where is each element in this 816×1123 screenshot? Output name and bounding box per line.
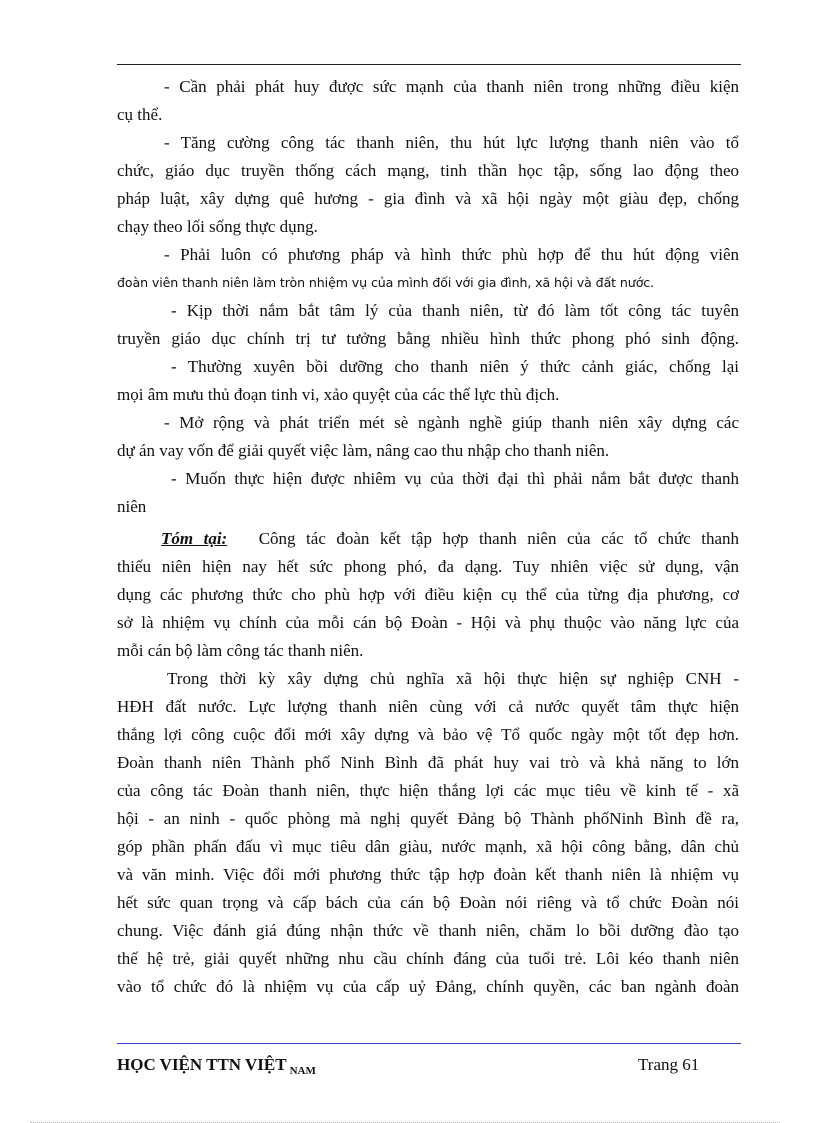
header-rule xyxy=(117,64,741,65)
text-line: Đoàn thanh niên Thành phố Ninh Bình đã phát huy vai trò và khả năng to lớn xyxy=(117,753,739,772)
text-line: Trong thời kỳ xây dựng chủ nghĩa xã hội thực hiện sự nghiệp CNH - xyxy=(167,669,739,688)
text-line: cụ thể. xyxy=(117,105,163,124)
text-line: dự án vay vốn để giải quyết việc làm, nâng cao thu nhập cho thanh niên. xyxy=(117,441,610,460)
text-line: thiếu niên hiện nay hết sức phong phó, đa dạng. Tuy nhiên việc sử dụng, vận xyxy=(117,557,739,576)
text-line: - Tăng cường công tác thanh niên, thu hút lực lượng thanh niên vào tổ xyxy=(164,133,739,152)
text-line: truyền giáo dục chính trị tư tưởng bằng nhiều hình thức phong phó sinh động. xyxy=(117,329,739,348)
text-line: - Thường xuyên bồi dưỡng cho thanh niên ý thức cảnh giác, chống lại xyxy=(171,357,739,376)
text-line: đoàn viên thanh niên làm tròn nhiệm vụ của mình đối với gia đình, xã hội và đất nước. xyxy=(117,275,655,290)
text-line: - Cần phải phát huy được sức mạnh của thanh niên trong những điều kiện xyxy=(164,77,739,96)
document-body xyxy=(117,73,739,1001)
text-span: Công tác đoàn kết tập hợp thanh niên của các tổ chức thanh xyxy=(258,529,739,548)
text-line: chạy theo lối sống thực dụng. xyxy=(117,217,318,236)
text-line: dụng các phương thức cho phù hợp với điều kiện cụ thể của từng địa phương, cơ xyxy=(117,585,739,604)
text-line: - Mở rộng và phát triển mét sè ngành nghề giúp thanh niên xây dựng các xyxy=(164,413,739,432)
text-line: hết sức quan trọng và cấp bách của cán bộ Đoàn nói riêng và tổ chức Đoàn nói xyxy=(117,893,739,912)
text-line: chức, giáo dục truyền thống cách mạng, tinh thần học tập, sống lao động theo xyxy=(117,161,739,180)
text-line: - Kịp thời nắm bắt tâm lý của thanh niên, từ đó làm tốt công tác tuyên xyxy=(171,301,739,320)
footer-institution-text: HỌC VIỆN TTN VIỆT xyxy=(117,1055,287,1074)
footer-institution-small: NAM xyxy=(289,1065,316,1077)
text-line: góp phần phấn đấu vì mục tiêu dân giàu, nước mạnh, xã hội công bằng, dân chủ xyxy=(117,837,739,856)
footer-rule xyxy=(117,1043,741,1044)
summary-paragraph-start xyxy=(117,525,739,553)
text-line: mỗi cán bộ làm công tác thanh niên. xyxy=(117,641,364,660)
text-line: - Phải luôn có phương pháp và hình thức phù hợp để thu hút động viên xyxy=(164,245,739,264)
page-number: Trang 61 xyxy=(638,1055,700,1074)
text-line: chung. Việc đánh giá đúng nhận thức về thanh niên, chăm lo bồi dưỡng đào tạo xyxy=(117,921,739,940)
text-line: sở là nhiệm vụ chính của mỗi cán bộ Đoàn - Hội và phụ thuộc vào năng lực của xyxy=(117,613,739,632)
text-line: pháp luật, xây dựng quê hương - gia đình và xã hội ngày một giàu đẹp, chống xyxy=(117,189,739,208)
text-line: HĐH đất nước. Lực lượng thanh niên cùng với cả nước quyết tâm thực hiện xyxy=(117,697,739,716)
text-line: - Muốn thực hiện được nhiêm vụ của thời đại thì phải nắm bắt được thanh xyxy=(171,469,739,488)
text-line: mọi âm mưu thủ đoạn tinh vi, xảo quyệt của các thế lực thù địch. xyxy=(117,385,560,404)
text-line: của công tác Đoàn thanh niên, thực hiện thắng lợi các mục tiêu về kinh tế - xã xyxy=(117,781,739,800)
footer-institution xyxy=(117,1055,316,1077)
text-line: vào tổ chức đó là nhiệm vụ của cấp uỷ Đảng, chính quyền, các ban ngành đoàn xyxy=(117,977,739,996)
text-line: thắng lợi công cuộc đổi mới xây dựng và bảo vệ Tổ quốc ngày một tốt đẹp hơn. xyxy=(117,725,739,744)
text-line: hội - an ninh - quốc phòng mà nghị quyết Đảng bộ Thành phốNinh Bình đề ra, xyxy=(117,809,739,828)
text-line: và văn minh. Việc đổi mới phương thức tập hợp đoàn kết thanh niên là nhiệm vụ xyxy=(117,865,739,884)
text-line: niên xyxy=(117,497,147,516)
summary-label: Tóm tại: xyxy=(161,529,228,548)
text-line: thế hệ trẻ, giải quyết những nhu cầu chính đáng của tuổi trẻ. Lôi kéo thanh niên xyxy=(117,949,739,968)
